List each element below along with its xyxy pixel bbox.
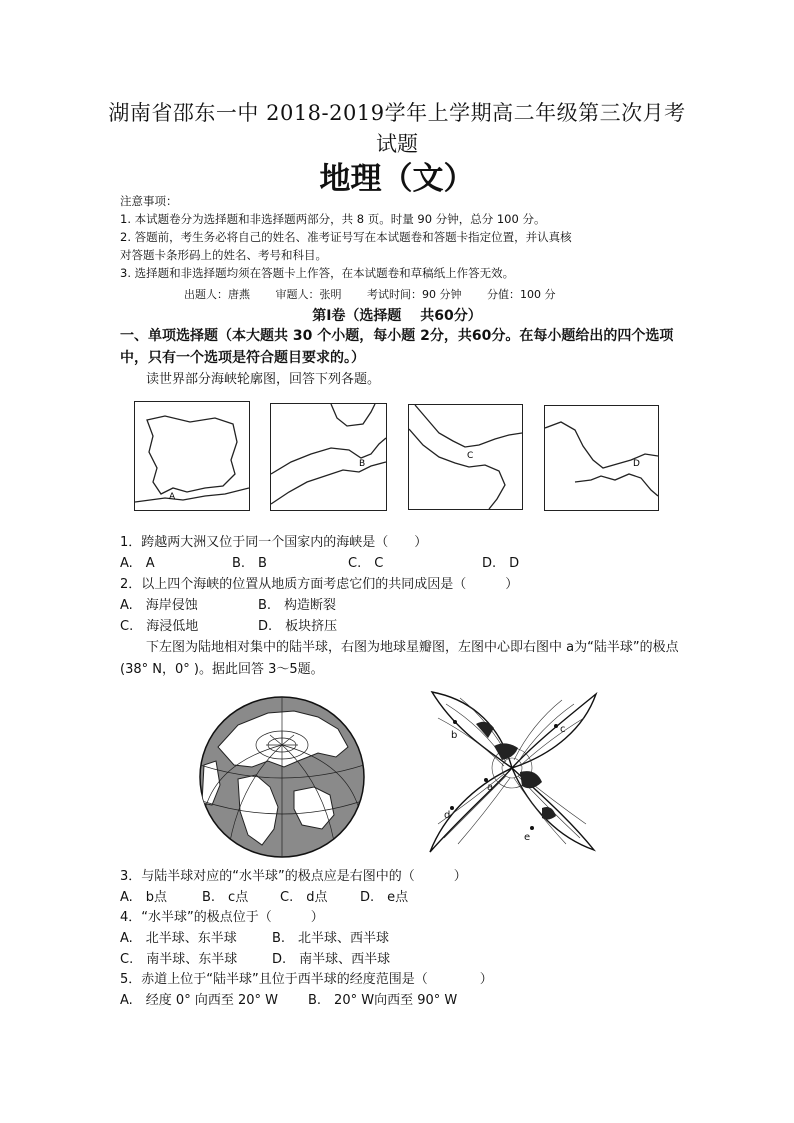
q3-option-a: A. b点 xyxy=(120,890,168,905)
map-label-a: A xyxy=(169,492,176,502)
strait-map-a xyxy=(134,401,250,511)
q2-option-d: D. 板块挤压 xyxy=(258,619,338,634)
q2-option-a: A. 海岸侵蚀 xyxy=(120,598,198,613)
strait-map-d xyxy=(544,405,659,511)
q3-option-d: D. e点 xyxy=(360,890,409,905)
q5-option-a: A. 经度 0° 向西至 20° W xyxy=(120,993,278,1008)
notice-item-2-cont: 对答题卡条形码上的姓名、考号和科目。 xyxy=(120,248,327,262)
q3-option-b: B. c点 xyxy=(202,890,249,905)
total-score: 分值：100 分 xyxy=(487,288,556,301)
notice-item-1: 1. 本试题卷分为选择题和非选择题两部分，共 8 页。时量 90 分钟，总分 100 分。 xyxy=(120,212,546,226)
question-2: 2．以上四个海峡的位置从地质方面考虑它们的共同成因是（ ） xyxy=(120,577,519,592)
q4-option-c: C. 南半球、东半球 xyxy=(120,952,238,967)
notice-heading: 注意事项： xyxy=(120,194,178,208)
q1-option-a: A. A xyxy=(120,556,155,571)
question-3: 3．与陆半球对应的“水半球”的极点应是右图中的（ ） xyxy=(120,869,467,884)
map-label-d: D xyxy=(633,459,640,469)
title-line-1: 湖南省邵东一中 2018-2019学年上学期高二年级第三次月考 xyxy=(108,101,686,125)
question-1: 1．跨越两大洲又位于同一个国家内的海峡是（ ） xyxy=(120,535,428,550)
title-line-2: 试题 xyxy=(376,132,418,156)
exam-time: 考试时间：90 分钟 xyxy=(367,288,462,301)
q4-option-b: B. 北半球、西半球 xyxy=(272,931,390,946)
strait-map-c xyxy=(408,404,523,510)
globe-label-d: d xyxy=(444,810,451,821)
map-label-b: B xyxy=(359,459,366,469)
exam-meta xyxy=(184,286,578,302)
q3-option-c: C. d点 xyxy=(280,890,328,905)
land-hemisphere-globe xyxy=(198,695,366,859)
section-title: 第Ⅰ卷（选择题 共60分） xyxy=(312,308,482,324)
q4-option-a: A. 北半球、东半球 xyxy=(120,931,237,946)
question-4: 4．“水半球”的极点位于（ ） xyxy=(120,910,324,925)
q1-option-c: C. C xyxy=(348,556,384,571)
map-label-c: C xyxy=(467,451,474,461)
section-instruction: 一、单项选择题（本大题共 30 个小题，每小题 2分，共60分。在每小题给出的四个选项中，只有一个选项是符合题目要求的。） xyxy=(120,328,674,366)
subject-title: 地理（文） xyxy=(319,161,475,197)
reviewer: 审题人：张明 xyxy=(275,288,342,301)
q1-option-d: D. D xyxy=(482,556,520,571)
setter: 出题人：唐燕 xyxy=(184,288,250,301)
q2-option-c: C. 海浸低地 xyxy=(120,619,199,634)
question-5: 5．赤道上位于“陆半球”且位于西半球的经度范围是（ ） xyxy=(120,972,493,987)
q4-option-d: D. 南半球、西半球 xyxy=(272,952,391,967)
star-petal-map xyxy=(424,688,600,856)
intro-q3-5: 下左图为陆地相对集中的陆半球，右图为地球星瓣图，左图中心即右图中 a为“陆半球”的极点(38° N，0° )。据此回答 3～5题。 xyxy=(120,640,679,677)
globe-label-a: a xyxy=(487,782,494,793)
globe-label-c: c xyxy=(560,724,566,735)
q1-option-b: B. B xyxy=(232,556,267,571)
globe-label-b: b xyxy=(451,730,458,741)
notice-item-2: 2. 答题前，考生务必将自己的姓名、准考证号写在本试题卷和答题卡指定位置，并认真核 xyxy=(120,230,572,244)
notice-item-3: 3. 选择题和非选择题均须在答题卡上作答，在本试题卷和草稿纸上作答无效。 xyxy=(120,266,515,280)
intro-text: 读世界部分海峡轮廓图，回答下列各题。 xyxy=(146,372,381,387)
q5-option-b: B. 20° W向西至 90° W xyxy=(308,993,458,1008)
q2-option-b: B. 构造断裂 xyxy=(258,598,337,613)
globe-label-e: e xyxy=(524,832,531,843)
strait-map-b xyxy=(270,403,387,511)
